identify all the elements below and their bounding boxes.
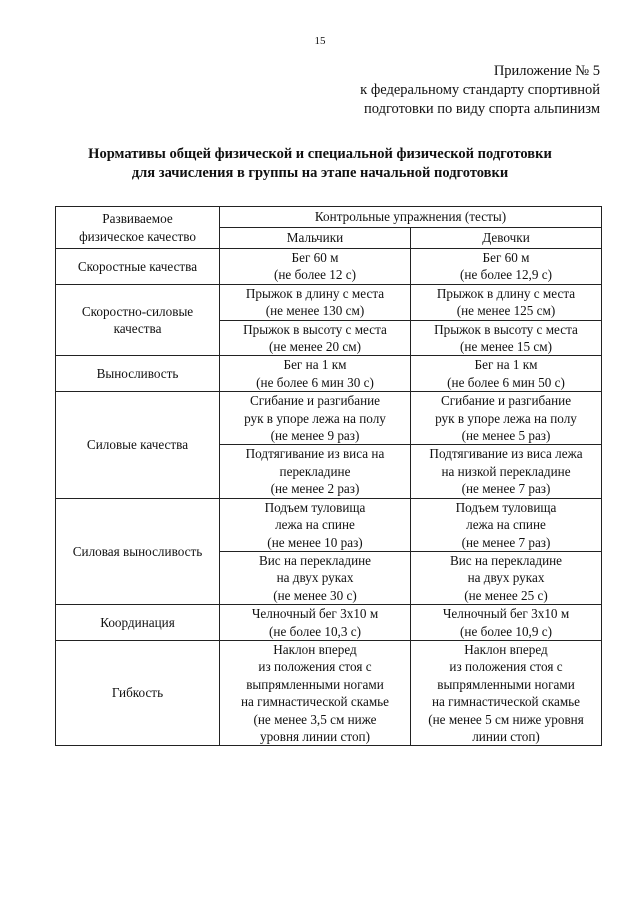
cell-line: линии стоп) bbox=[472, 728, 540, 744]
cell-line: Сгибание и разгибание bbox=[440, 393, 572, 409]
boys-norm-cell bbox=[220, 249, 411, 285]
boys-norm-cell bbox=[220, 445, 411, 498]
cell-line: (не менее 7 раз) bbox=[461, 534, 551, 550]
cell-line: (не менее 130 см) bbox=[265, 303, 365, 319]
table-row bbox=[56, 498, 602, 551]
girls-norm-cell bbox=[411, 640, 602, 745]
cell-line: Бег на 1 км bbox=[283, 357, 347, 373]
cell-line: (не менее 10 раз) bbox=[267, 534, 363, 550]
cell-line: из положения стоя с bbox=[449, 659, 563, 675]
cell-line: из положения стоя с bbox=[258, 659, 372, 675]
header-tests: Контрольные упражнения (тесты) bbox=[220, 207, 602, 228]
girls-norm-cell bbox=[411, 551, 602, 604]
cell-line: на низкой перекладине bbox=[441, 463, 571, 479]
boys-norm-cell bbox=[220, 498, 411, 551]
table-row bbox=[56, 392, 602, 445]
girls-norm-cell bbox=[411, 392, 602, 445]
girls-norm-cell bbox=[411, 356, 602, 392]
cell-line: (не более 10,3 с) bbox=[269, 623, 361, 639]
girls-norm-cell bbox=[411, 445, 602, 498]
cell-line: Подъем туловища bbox=[264, 499, 366, 515]
table-row bbox=[56, 356, 602, 392]
quality-cell: Выносливость bbox=[56, 356, 220, 392]
girls-norm-cell bbox=[411, 498, 602, 551]
cell-line: Подъем туловища bbox=[455, 499, 557, 515]
cell-line: Скоростно-силовые bbox=[81, 303, 194, 319]
cell-line: лежа на спине bbox=[466, 517, 546, 533]
cell-line: выпрямленными ногами bbox=[246, 676, 384, 692]
cell-line: Челночный бег 3х10 м bbox=[442, 606, 570, 622]
header-girls: Девочки bbox=[411, 228, 602, 249]
girls-norm-cell bbox=[411, 284, 602, 320]
quality-cell bbox=[56, 284, 220, 356]
cell-line: (не менее 2 раз) bbox=[270, 481, 360, 497]
boys-norm-cell bbox=[220, 284, 411, 320]
girls-norm-cell bbox=[411, 249, 602, 285]
boys-norm-cell bbox=[220, 640, 411, 745]
boys-norm-cell bbox=[220, 320, 411, 356]
norms-table bbox=[55, 206, 602, 746]
cell-line: (не менее 3,5 см ниже bbox=[253, 711, 377, 727]
title-line: для зачисления в группы на этапе начальной подготовки bbox=[131, 165, 509, 181]
quality-cell: Силовые качества bbox=[56, 392, 220, 498]
header-quality: Развиваемое физическое качество bbox=[56, 207, 220, 249]
cell-line: Бег 60 м bbox=[291, 250, 339, 265]
cell-line: (не менее 30 с) bbox=[273, 587, 357, 603]
cell-line: (не менее 20 см) bbox=[269, 339, 361, 355]
document-title bbox=[0, 145, 640, 183]
table-row bbox=[56, 249, 602, 285]
cell-line: Подтягивание из виса лежа bbox=[429, 446, 583, 462]
appendix-line: Приложение № 5 bbox=[493, 63, 600, 79]
cell-line: лежа на спине bbox=[275, 517, 355, 533]
cell-line: выпрямленными ногами bbox=[437, 676, 575, 692]
cell-line: на гимнастической скамье bbox=[431, 694, 581, 710]
cell-line: Вис на перекладине bbox=[449, 552, 563, 568]
title-line: Нормативы общей физической и специальной физической подготовки bbox=[88, 146, 552, 162]
cell-line: Прыжок в длину с места bbox=[436, 285, 576, 301]
cell-line: Наклон вперед bbox=[464, 641, 548, 657]
cell-line: (не менее 15 см) bbox=[460, 339, 552, 355]
cell-line: (не более 12 с) bbox=[273, 267, 357, 283]
cell-line: рук в упоре лежа на полу bbox=[435, 410, 577, 426]
cell-line: рук в упоре лежа на полу bbox=[244, 410, 386, 426]
boys-norm-cell bbox=[220, 392, 411, 445]
cell-line: (не менее 5 см ниже уровня bbox=[428, 711, 584, 727]
table-row bbox=[56, 640, 602, 745]
cell-line: Прыжок в высоту с места bbox=[243, 321, 387, 337]
cell-line: Подтягивание из виса на bbox=[245, 446, 385, 462]
appendix-line: подготовки по виду спорта альпинизм bbox=[363, 101, 600, 117]
cell-line: перекладине bbox=[279, 463, 351, 479]
cell-line: Наклон вперед bbox=[273, 641, 357, 657]
appendix-line: к федеральному стандарту спортивной bbox=[360, 82, 600, 98]
cell-line: (не более 6 мин 30 с) bbox=[256, 374, 374, 390]
cell-line: на гимнастической скамье bbox=[240, 694, 390, 710]
appendix-reference bbox=[360, 62, 600, 119]
cell-line: (не менее 25 с) bbox=[464, 587, 548, 603]
boys-norm-cell bbox=[220, 605, 411, 641]
cell-line: Прыжок в длину с места bbox=[245, 285, 385, 301]
girls-norm-cell bbox=[411, 605, 602, 641]
cell-line: (не более 10,9 с) bbox=[460, 623, 552, 639]
cell-line: Вис на перекладине bbox=[258, 552, 372, 568]
cell-line: (не менее 125 см) bbox=[456, 303, 556, 319]
page-number: 15 bbox=[314, 35, 326, 47]
cell-line: Бег 60 м bbox=[482, 250, 530, 265]
quality-cell: Силовая выносливость bbox=[56, 498, 220, 604]
boys-norm-cell bbox=[220, 356, 411, 392]
cell-line: Сгибание и разгибание bbox=[249, 393, 381, 409]
cell-line: качества bbox=[113, 321, 162, 337]
cell-line: (не менее 7 раз) bbox=[461, 481, 551, 497]
cell-line: Бег на 1 км bbox=[474, 357, 538, 373]
cell-line: Прыжок в высоту с места bbox=[434, 321, 578, 337]
girls-norm-cell bbox=[411, 320, 602, 356]
boys-norm-cell bbox=[220, 551, 411, 604]
table-row bbox=[56, 284, 602, 320]
quality-cell: Координация bbox=[56, 605, 220, 641]
cell-line: на двух руках bbox=[467, 570, 545, 586]
cell-line: (не менее 5 раз) bbox=[461, 428, 551, 444]
quality-cell: Гибкость bbox=[56, 640, 220, 745]
cell-line: на двух руках bbox=[276, 570, 354, 586]
cell-line: (не менее 9 раз) bbox=[270, 428, 360, 444]
header-boys: Мальчики bbox=[220, 228, 411, 249]
cell-line: (не более 6 мин 50 с) bbox=[447, 374, 565, 390]
quality-cell: Скоростные качества bbox=[56, 249, 220, 285]
cell-line: Челночный бег 3х10 м bbox=[251, 606, 379, 622]
table-row bbox=[56, 605, 602, 641]
norms-body bbox=[56, 249, 602, 746]
cell-line: (не более 12,9 с) bbox=[460, 267, 552, 283]
cell-line: уровня линии стоп) bbox=[259, 728, 371, 744]
